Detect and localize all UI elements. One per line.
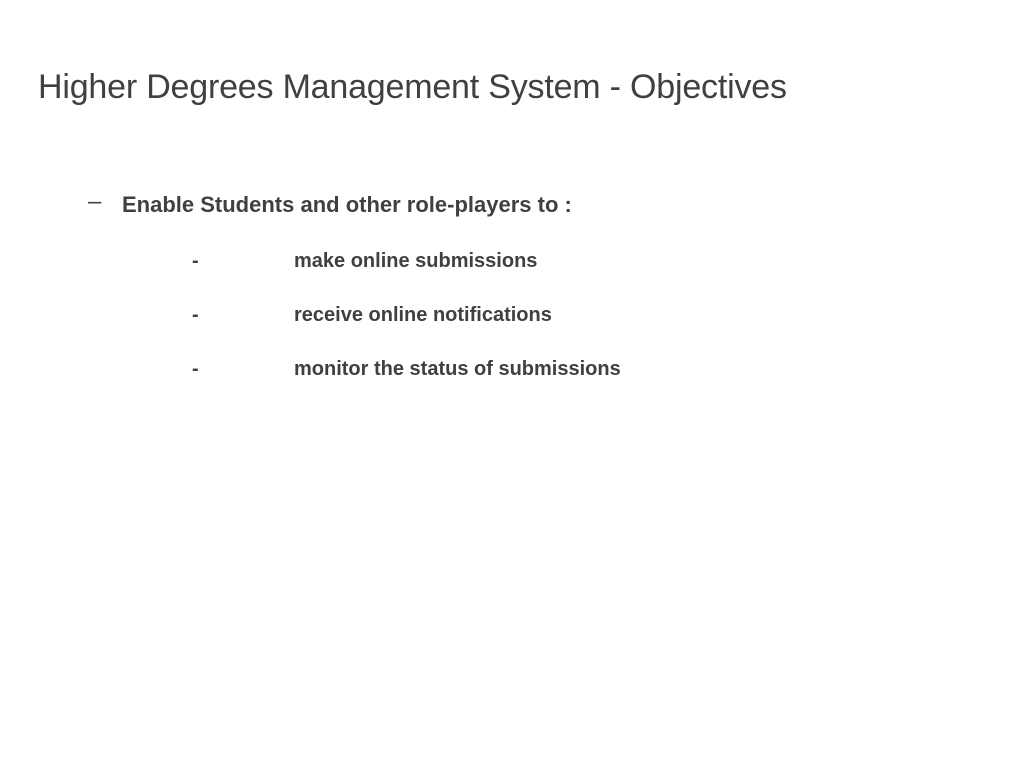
- slide-title: Higher Degrees Management System - Objectives: [38, 68, 787, 106]
- sub-item-text: make online submissions: [294, 250, 538, 272]
- bullet-text: Enable Students and other role-players to :: [122, 192, 572, 217]
- sub-item-marker: -: [192, 358, 199, 380]
- sub-item-marker: -: [192, 304, 199, 326]
- sub-item-marker: -: [192, 250, 199, 272]
- bullet-dash-marker: –: [88, 188, 102, 215]
- sub-item-text: monitor the status of submissions: [294, 358, 621, 380]
- sub-item-text: receive online notifications: [294, 304, 552, 326]
